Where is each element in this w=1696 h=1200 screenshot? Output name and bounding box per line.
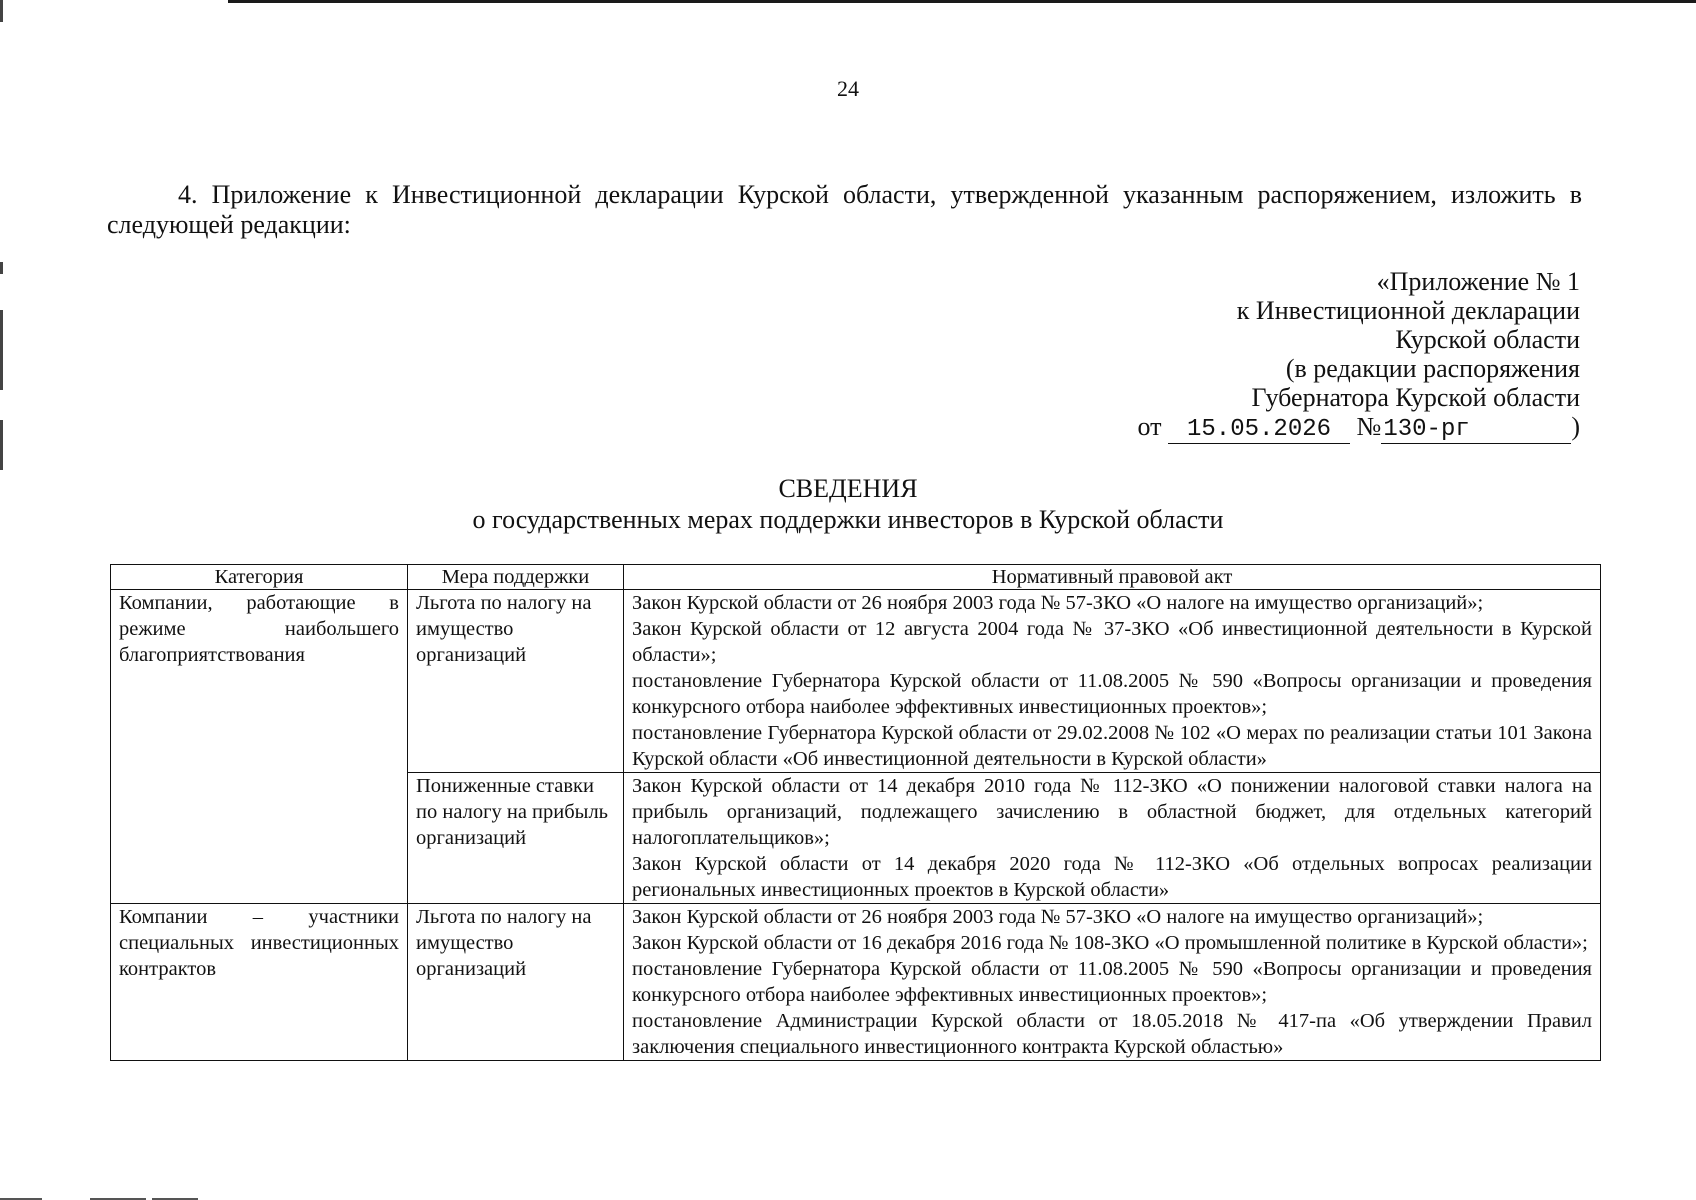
act-item: постановление Губернатора Курской области от 29.02.2008 № 102 «О мерах по реализации статьи 101 Закона Курской области «Об инвестиционной деятельности в Курской области» bbox=[632, 722, 1592, 770]
appendix-line: Курской области bbox=[1395, 325, 1580, 354]
scan-edge-left bbox=[0, 0, 3, 22]
act-item: постановление Губернатора Курской области от 11.08.2005 № 590 «Вопросы организации и проведения конкурсного отбора наиболее эффективных инвестиционных проектов»; bbox=[632, 670, 1592, 718]
scan-edge-left bbox=[0, 262, 3, 274]
scan-edge-top bbox=[228, 0, 1696, 3]
table-row bbox=[111, 904, 1601, 1061]
act-cell bbox=[624, 773, 1601, 904]
appendix-line: (в редакции распоряжения bbox=[1285, 354, 1580, 383]
appendix-line: Губернатора Курской области bbox=[1251, 383, 1580, 412]
act-item: Закон Курской области от 14 декабря 2020 года № 112-ЗКО «Об отдельных вопросах реализации региональных инвестиционных проектов в Курской области» bbox=[632, 853, 1592, 901]
support-measures-table bbox=[110, 564, 1601, 1061]
header-category: Категория bbox=[111, 565, 408, 590]
act-item: Закон Курской области от 12 августа 2004 года № 37-ЗКО «Об инвестиционной деятельности в Курской области»; bbox=[632, 618, 1592, 666]
header-measure: Мера поддержки bbox=[408, 565, 624, 590]
table-header-row bbox=[111, 565, 1601, 590]
from-label: от bbox=[1137, 412, 1162, 441]
act-item: Закон Курской области от 26 ноября 2003 года № 57-ЗКО «О налоге на имущество организаций»; bbox=[632, 906, 1484, 928]
act-item: Закон Курской области от 16 декабря 2016 года № 108-ЗКО «О промышленной политике в Курской области»; bbox=[632, 932, 1588, 954]
intro-paragraph: 4. Приложение к Инвестиционной декларации Курской области, утвержденной указанным распоряжением, изложить в следующей редакции: bbox=[107, 180, 1582, 239]
document-title: СВЕДЕНИЯ bbox=[778, 474, 918, 503]
appendix-header bbox=[880, 267, 1580, 444]
scan-edge-left bbox=[0, 310, 3, 390]
scan-edge-left bbox=[0, 420, 3, 470]
act-cell bbox=[624, 904, 1601, 1061]
number-label: № bbox=[1356, 412, 1382, 441]
appendix-line: «Приложение № 1 bbox=[1376, 267, 1580, 296]
measure-cell: Льгота по налогу на имущество организаций bbox=[408, 904, 624, 1061]
decree-number: 130-рг bbox=[1381, 417, 1571, 444]
document-subtitle: о государственных мерах поддержки инвесторов в Курской области bbox=[472, 505, 1224, 534]
measure-cell: Льгота по налогу на имущество организаций bbox=[408, 590, 624, 773]
category-cell: Компании – участники специальных инвестиционных контрактов bbox=[111, 904, 408, 1061]
decree-date: 15.05.2026 bbox=[1168, 417, 1350, 444]
header-act: Нормативный правовой акт bbox=[624, 565, 1601, 590]
appendix-line: к Инвестиционной декларации bbox=[1236, 296, 1580, 325]
act-item: Закон Курской области от 14 декабря 2010 года № 112-ЗКО «О понижении налоговой ставки налога на прибыль организаций, подлежащего зачислению в областной бюджет, для отдельных категорий налогоплательщиков»; bbox=[632, 775, 1592, 849]
table-row bbox=[111, 590, 1601, 773]
act-item: постановление Администрации Курской области от 18.05.2018 № 417-па «Об утверждении Правил заключения специального инвестиционного контракта Курской областью» bbox=[632, 1010, 1592, 1058]
act-item: Закон Курской области от 26 ноября 2003 года № 57-ЗКО «О налоге на имущество организаций»; bbox=[632, 592, 1484, 614]
page-number: 24 bbox=[837, 76, 859, 101]
appendix-date-line bbox=[880, 412, 1580, 444]
act-item: постановление Губернатора Курской области от 11.08.2005 № 590 «Вопросы организации и проведения конкурсного отбора наиболее эффективных инвестиционных проектов»; bbox=[632, 958, 1592, 1006]
closing-parenthesis: ) bbox=[1571, 412, 1580, 441]
act-cell bbox=[624, 590, 1601, 773]
category-cell: Компании, работающие в режиме наибольшего благоприятствования bbox=[111, 590, 408, 904]
measure-cell: Пониженные ставки по налогу на прибыль организаций bbox=[408, 773, 624, 904]
